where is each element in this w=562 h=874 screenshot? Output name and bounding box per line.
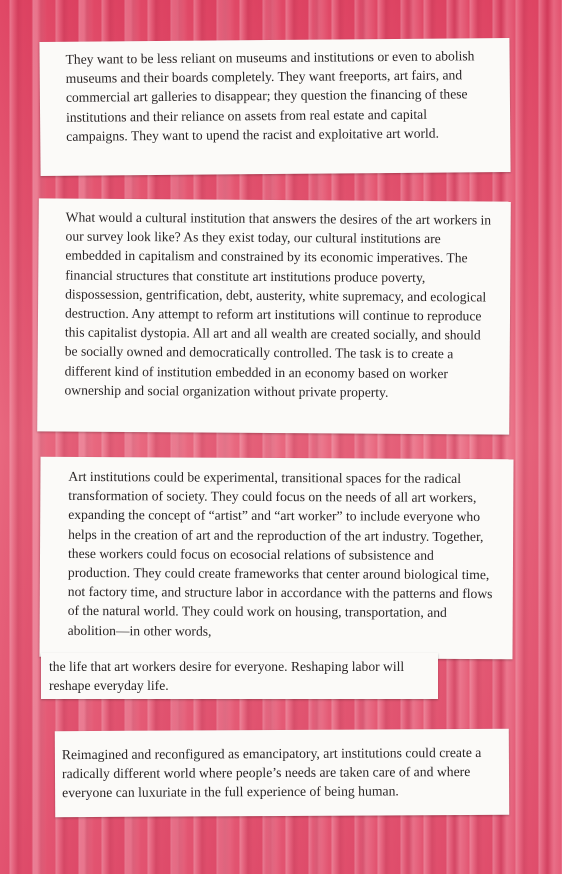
paper-clipping-3 (39, 457, 513, 659)
paper-clipping-2 (37, 198, 511, 434)
clipping-text: Art institutions could be experimental, transitional spaces for the radical transformation of society. They could focus on the needs of all art workers, expanding the concept of “artist” and “art worker” to include everyone who helps in the creation of art and the reproduction of the art industry. Together, these workers could focus on ecosocial relations of subsistence and production. They could create frameworks that center around biological time, not factory time, and structure labor in accordance with the patterns and flows of the natural world. They could work on housing, transportation, and abolition—in other words, (67, 468, 493, 639)
paper-clipping-5 (55, 729, 509, 817)
clipping-text: Reimagined and reconfigured as emancipatory, art institutions could create a radically different world where people’s needs are taken care of and where everyone can luxuriate in the full experience of being human. (61, 744, 482, 801)
clipping-text: They want to be less reliant on museums and institutions or even to abolish museums and their boards completely. They want freeports, art fairs, and commercial art galleries to disappear; they question the financing of these institutions and their reliance on assets from real estate and capital campaigns. They want to upend the racist and exploitative art world. (65, 48, 475, 144)
clipping-text: What would a cultural institution that answers the desires of the art workers in our survey look like? As they exist today, our cultural institutions are embedded in capitalism and constrained by its economic imperatives. The financial structures that constitute art institutions produce poverty, dispossession, gentrification, debt, austerity, white supremacy, and ecological destruction. Any attempt to reform art institutions will continue to reproduce this capitalist dystopia. All art and all wealth are created socially, and should be socially owned and democratically controlled. The task is to create a different kind of institution embedded in an economy based on worker ownership and social organization without private property. (64, 209, 492, 400)
paper-clipping-1 (39, 38, 510, 176)
paper-clipping-4 (41, 653, 438, 699)
clipping-text: the life that art workers desire for everyone. Reshaping labor will reshape everyday life. (49, 659, 405, 694)
